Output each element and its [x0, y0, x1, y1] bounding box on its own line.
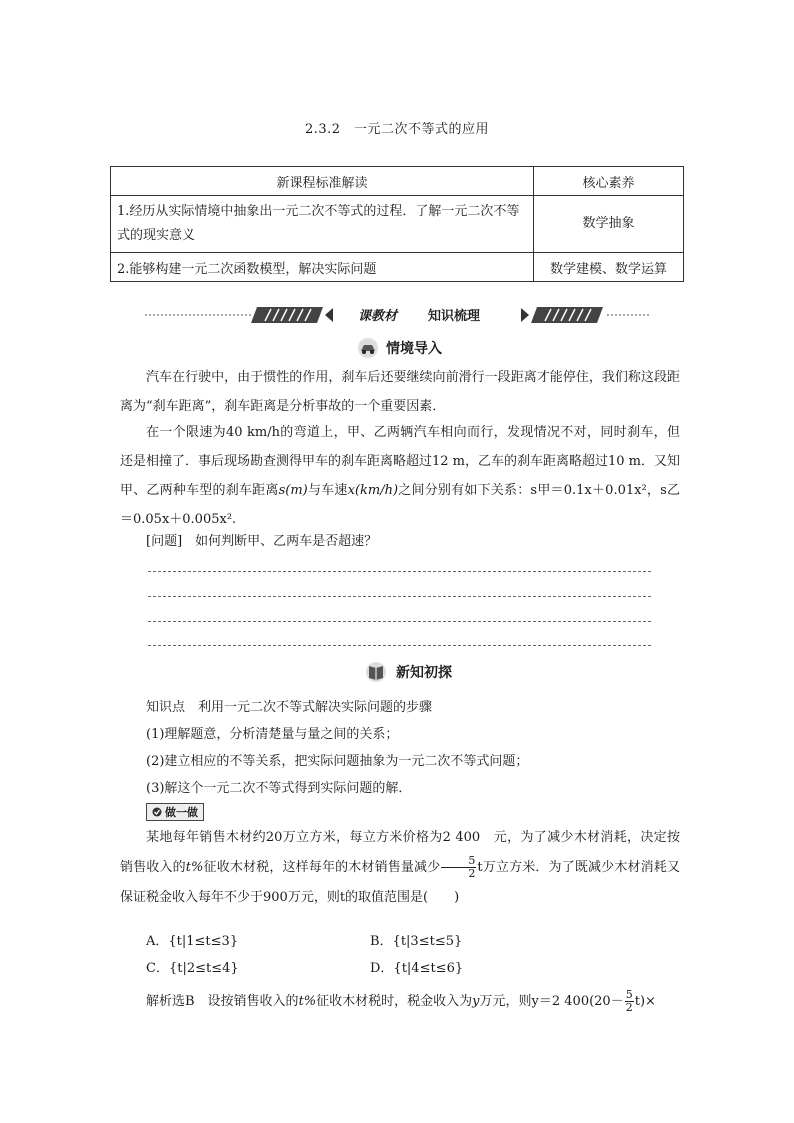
- fraction-denominator: 2: [468, 867, 476, 880]
- table-cell-standard: 1.经历从实际情境中抽象出一元二次不等式的过程．了解一元二次不等式的现实意义: [111, 196, 534, 253]
- intro-s-unit: s(m): [278, 483, 308, 498]
- intro-x-unit: x(km/h): [347, 483, 399, 498]
- problem-t-pct: t%: [185, 860, 204, 875]
- intro-paragraph-1: 汽车在行驶中，由于惯性的作用，刹车后还要继续向前滑行一段距离才能停住，我们称这段距离为“刹车距离”，刹车距离是分析事故的一个重要因素．: [120, 370, 680, 414]
- answer-line: [148, 621, 651, 622]
- solution-text-c: 万元，则: [479, 994, 532, 1009]
- knowledge-step: (3)解这个一元二次不等式得到实际问题的解．: [146, 781, 412, 796]
- car-icon: [356, 336, 380, 360]
- table-row: [111, 196, 684, 253]
- intro-paragraph-2: [120, 418, 680, 534]
- answer-line: [148, 596, 651, 597]
- answer-line: [148, 645, 651, 646]
- solution-line: [146, 989, 656, 1014]
- solution-text-b: 征收木材税时，税金收入为: [316, 994, 473, 1009]
- new-knowledge-heading: [364, 660, 452, 684]
- problem-fraction: [441, 855, 476, 880]
- practice-problem: [120, 823, 680, 913]
- option-a: A．{t|1≤t≤3}: [146, 934, 239, 949]
- intro-heading-text: 情境导入: [386, 341, 442, 357]
- book-icon: [364, 660, 390, 684]
- option-c: C．{t|2≤t≤4}: [146, 961, 239, 976]
- option-b: B．{t|3≤t≤5}: [370, 934, 463, 949]
- knowledge-step: (1)理解题意，分析清楚量与量之间的关系；: [146, 727, 399, 742]
- solution-y: y: [472, 994, 480, 1009]
- intro-paragraph-2-c: 之间分别有如下关系：s甲＝0.1x＋0.01x²，s乙＝0.05x＋0.005x².: [120, 483, 680, 527]
- banner-prefix: 课教材: [358, 308, 398, 323]
- knowledge-step: (2)建立相应的不等关系，把实际问题抽象为一元二次不等式问题；: [146, 754, 529, 769]
- arrow-right-icon: [521, 308, 529, 322]
- table-header-core: 核心素养: [534, 167, 684, 196]
- solution-text-a: 解析选B 设按销售收入的: [146, 994, 299, 1009]
- table-cell-core: 数学抽象: [534, 196, 684, 253]
- check-icon: [152, 807, 162, 817]
- option-d: D．{t|4≤t≤6}: [370, 961, 464, 976]
- problem-text-a: 某地每年销售木材约20万立方米，每立方米价格为2 400 元，为了减少木材消耗，决定按销售收入的: [120, 830, 680, 875]
- practice-badge: [146, 803, 204, 821]
- solution-fraction: [625, 989, 634, 1014]
- table-header-standard: 新课程标准解读: [111, 167, 534, 196]
- knowledge-title: 知识点 利用一元二次不等式解决实际问题的步骤: [146, 700, 433, 715]
- section-banner: [145, 304, 650, 326]
- solution-t-pct: t%: [298, 994, 317, 1009]
- intro-paragraph-2-b: 与车速: [307, 483, 348, 498]
- solution-text-d: y＝2 400: [531, 994, 590, 1009]
- table-header-row: [111, 167, 684, 196]
- intro-paragraph-2-a: 在一个限速为40 km/h的弯道上，甲、乙两辆汽车相向而行，发现情况不对，同时刹车，但还是相撞了．事后现场勘查测得甲车的刹车距离略超过12 m，乙车的刹车距离略超过10 m．又知甲、乙两种车型的刹车距离: [120, 425, 681, 498]
- fraction-numerator: 5: [625, 988, 633, 1001]
- practice-badge-label: 做一做: [165, 806, 198, 819]
- solution-text-e: (20－: [589, 994, 624, 1009]
- curriculum-table: [110, 166, 684, 282]
- problem-text-b: 征收木材税，这样每年的木材销售量减少: [203, 860, 441, 875]
- new-knowledge-heading-text: 新知初探: [396, 665, 452, 681]
- table-cell-standard: 2.能够构建一元二次函数模型，解决实际问题: [111, 253, 534, 282]
- table-cell-core: 数学建模、数学运算: [534, 253, 684, 282]
- arrow-left-icon: [325, 308, 333, 322]
- intro-question: [问题] 如何判断甲、乙两车是否超速？: [146, 534, 378, 549]
- section-title: 2.3.2 一元二次不等式的应用: [304, 122, 490, 137]
- solution-text-f: t)×: [634, 994, 656, 1009]
- table-row: [111, 253, 684, 282]
- fraction-denominator: 2: [625, 1001, 633, 1014]
- banner-text: 知识梳理: [428, 308, 481, 323]
- intro-heading: [356, 336, 442, 360]
- answer-line: [148, 571, 651, 572]
- problem-text-c: t万立方米．为了既减少木材消耗又保证税金收入每年不少于900万元，则t的取值范围是( ): [120, 860, 680, 905]
- fraction-numerator: 5: [441, 855, 476, 868]
